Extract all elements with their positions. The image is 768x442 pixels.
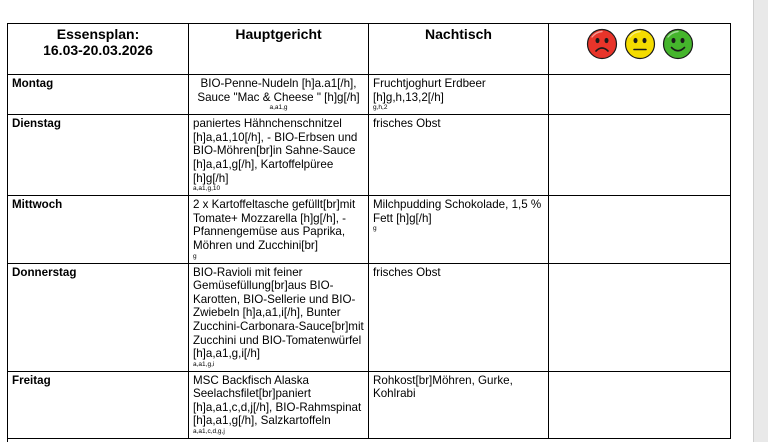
allergen-codes: g [193,252,197,260]
main-course-header: Hauptgericht [189,24,369,75]
dessert-line: Rohkost[br]Möhren, Gurke, [373,373,513,387]
day-name: Freitag [8,371,189,438]
day-row-donnerstag [8,263,731,371]
dessert-line: Kohlrabi [373,387,416,401]
dessert-cell [369,75,549,115]
main-course-cell [189,263,369,371]
day-name: Mittwoch [8,196,189,263]
plan-title: Essensplan: [56,26,140,42]
main-line: [h]a,a1,c,d,j[/h], BIO-Rahmspinat [193,400,362,414]
neutral-face-icon [624,28,656,60]
allergen-codes: a,a1,g,10 [193,185,221,193]
main-line: Zucchini-Carbonara-Sauce[br]mit [193,319,364,333]
main-line: [h]a,a1,g,i[/h] [193,347,261,361]
plan-title-cell [8,24,189,75]
main-line: Zwiebeln [h]a,a1,i[/h], Bunter [193,306,341,320]
main-course-cell [189,75,369,115]
main-line: [h]a,a1,g[/h], Kartoffelpüree [193,157,334,171]
rating-cell[interactable] [549,196,731,263]
dessert-cell [369,115,549,196]
happy-face-icon [662,28,694,60]
dessert-line: Fruchtjoghurt Erdbeer [373,77,486,90]
dessert-line: frisches Obst [373,117,441,131]
day-name: Dienstag [8,115,189,196]
dessert-header: Nachtisch [369,24,549,75]
day-row-dienstag [8,115,731,196]
rating-header [549,24,731,75]
main-line: Möhren und Zucchini[br] [193,238,319,252]
allergen-codes: a,a1,g,i [193,360,215,368]
plan-dates: 16.03-20.03.2026 [43,42,153,58]
main-line: BIO-Penne-Nudeln [h]a.a1[/h], [200,77,357,90]
dessert-cell [369,196,549,263]
day-row-montag [8,75,731,115]
day-name: Montag [8,75,189,115]
cursor-line [7,425,8,442]
rating-cell[interactable] [549,115,731,196]
main-course-cell [189,115,369,196]
main-line: [h]g[/h] [193,171,229,185]
main-line: Pfannengemüse aus Paprika, [193,225,346,239]
allergen-codes: a,a1,c,d,g,j [193,428,225,436]
sad-face-icon [586,28,618,60]
main-course-cell [189,371,369,438]
allergen-codes: a,a1,g [269,104,288,112]
dessert-line: [h]g,h,13,2[/h] [373,90,444,104]
day-row-mittwoch [8,196,731,263]
dessert-line: Milchpudding Schokolade, 1,5 % [373,198,542,212]
main-course-cell [189,196,369,263]
main-line: Tomate+ Mozzarella [h]g[/h], - [193,211,347,225]
main-line: paniertes Hähnchenschnitzel [193,117,342,131]
dessert-line: frisches Obst [373,265,441,279]
main-line: Zucchini und BIO-Tomatenwürfel [193,333,362,347]
allergen-codes: g [373,225,377,233]
day-row-freitag [8,371,731,438]
header-row [8,24,731,75]
main-line: Seelachsfilet[br]paniert [193,387,311,401]
meal-plan-table [7,23,731,439]
main-line: Gemüsefüllung[br]aus BIO- [193,279,334,293]
dessert-cell [369,263,549,371]
main-line: BIO-Möhren[br]in Sahne-Sauce [193,144,356,158]
dessert-cell [369,371,549,438]
page-edge [754,0,768,442]
main-line: Sauce "Mac & Cheese " [h]g[/h] [197,90,360,104]
main-line: [h]a,a1,10[/h], - BIO-Erbsen und [193,130,358,144]
rating-cell[interactable] [549,371,731,438]
day-name: Donnerstag [8,263,189,371]
rating-faces [553,26,726,60]
main-line: [h]a,a1,g[/h], Salzkartoffeln [193,414,331,428]
main-line: BIO-Ravioli mit feiner [193,265,303,279]
main-line: MSC Backfisch Alaska [193,373,309,387]
main-line: Karotten, BIO-Sellerie und BIO- [193,292,356,306]
main-line: 2 x Kartoffeltasche gefüllt[br]mit [193,198,356,212]
rating-cell[interactable] [549,263,731,371]
dessert-line: Fett [h]g[/h] [373,211,432,225]
rating-cell[interactable] [549,75,731,115]
allergen-codes: g,h,2 [373,104,388,112]
